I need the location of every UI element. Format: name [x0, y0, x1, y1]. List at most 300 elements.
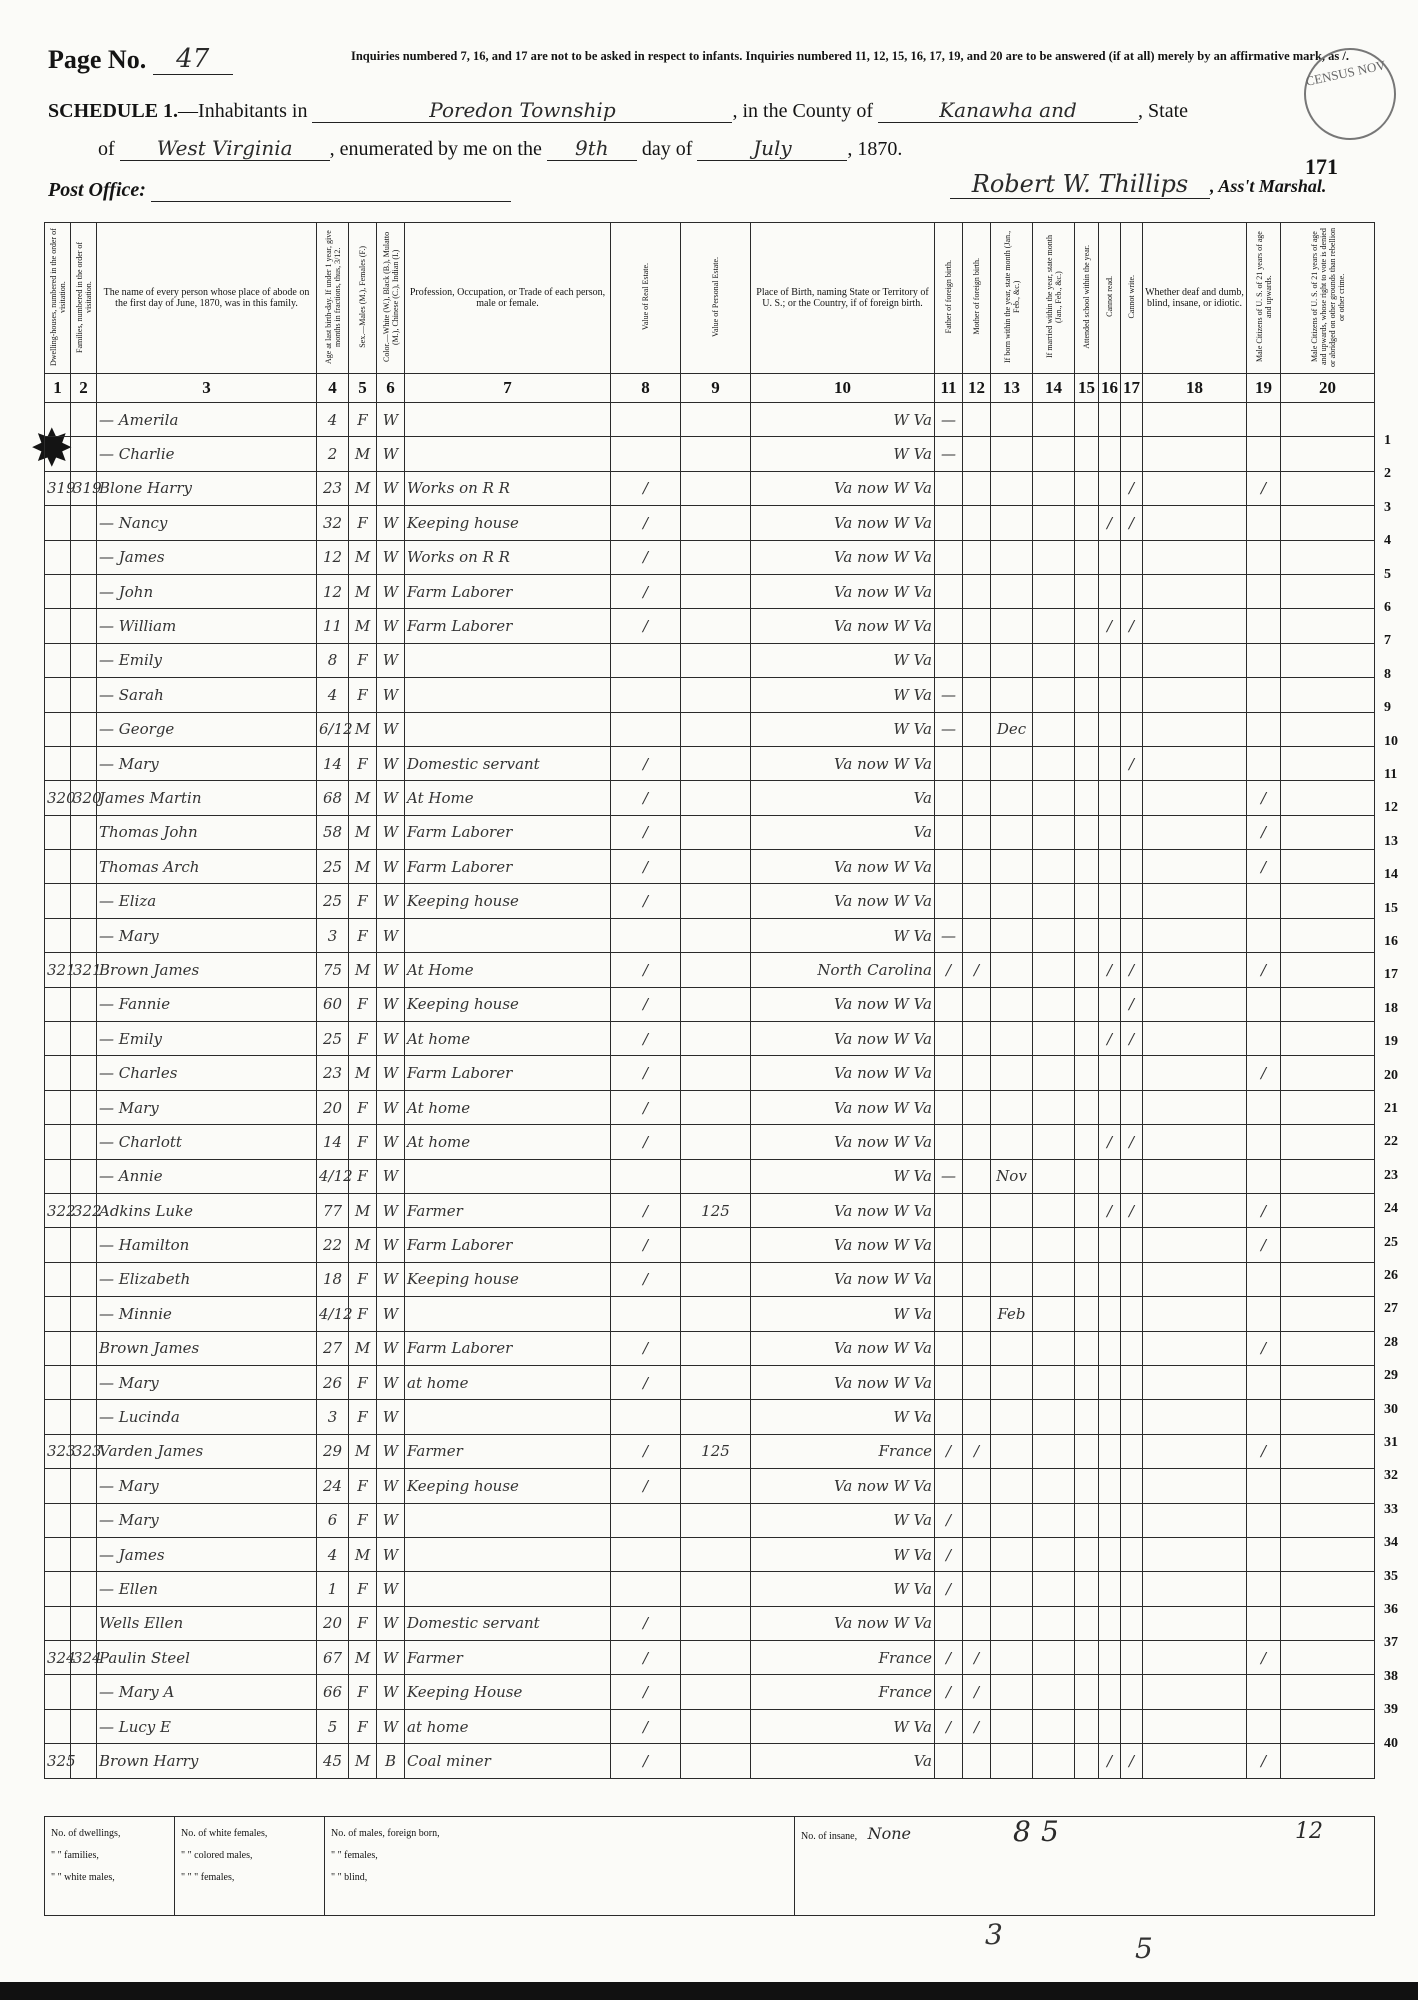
cell-attended-school [1075, 781, 1099, 815]
cell-person-name: Thomas Arch [97, 850, 317, 884]
cell-married-within-year [1033, 712, 1075, 746]
cell-age: 22 [317, 1228, 349, 1262]
cell-born-within-year [991, 643, 1033, 677]
cell-married-within-year [1033, 746, 1075, 780]
cell-attended-school [1075, 1469, 1099, 1503]
cell-personal-estate [681, 1331, 751, 1365]
cell-vote-denied [1281, 1056, 1375, 1090]
cell-deaf-blind [1143, 1572, 1247, 1606]
row-number: 5 [1384, 566, 1391, 582]
cell-occupation: Keeping House [405, 1675, 611, 1709]
row-number: 6 [1384, 600, 1391, 615]
cell-male-citizen: / [1247, 1641, 1281, 1675]
cell-person-name: — Mary [97, 1365, 317, 1399]
cell-deaf-blind [1143, 609, 1247, 643]
cell-personal-estate [681, 643, 751, 677]
cell-cannot-write: / [1121, 1022, 1143, 1056]
cell-mother-foreign [963, 643, 991, 677]
cell-person-name: — Eliza [97, 884, 317, 918]
cell-sex: F [349, 1159, 377, 1193]
cell-person-name: — Charles [97, 1056, 317, 1090]
cell-cannot-read [1099, 1641, 1121, 1675]
cell-personal-estate [681, 884, 751, 918]
cell-personal-estate [681, 1641, 751, 1675]
cell-occupation [405, 1159, 611, 1193]
table-row [45, 987, 1375, 1021]
cell-cannot-write [1121, 1159, 1143, 1193]
table-row [45, 437, 1375, 471]
cell-attended-school [1075, 1125, 1099, 1159]
cell-sex: M [349, 471, 377, 505]
cell-occupation: Farmer [405, 1193, 611, 1227]
cell-sex: F [349, 1262, 377, 1296]
cell-real-estate: / [611, 471, 681, 505]
cell-color: W [377, 1400, 405, 1434]
cell-age: 26 [317, 1365, 349, 1399]
cell-mother-foreign [963, 1228, 991, 1262]
row-number: 20 [1384, 1067, 1398, 1083]
cell-family-number [71, 1056, 97, 1090]
cell-father-foreign [935, 987, 963, 1021]
cell-male-citizen: / [1247, 850, 1281, 884]
cell-person-name: Brown James [97, 953, 317, 987]
cell-occupation: Farm Laborer [405, 850, 611, 884]
cell-attended-school [1075, 884, 1099, 918]
cell-person-name: Wells Ellen [97, 1606, 317, 1640]
cell-born-within-year [991, 746, 1033, 780]
cell-personal-estate [681, 746, 751, 780]
cell-sex: F [349, 884, 377, 918]
cell-sex: M [349, 1193, 377, 1227]
cell-real-estate: / [611, 953, 681, 987]
cell-attended-school [1075, 437, 1099, 471]
cell-father-foreign [935, 540, 963, 574]
cell-occupation: Farmer [405, 1434, 611, 1468]
cell-vote-denied [1281, 1606, 1375, 1640]
cell-birthplace: W Va [751, 1297, 935, 1331]
cell-attended-school [1075, 1331, 1099, 1365]
row-number: 37 [1384, 1635, 1398, 1651]
cell-married-within-year [1033, 609, 1075, 643]
cell-father-foreign [935, 1125, 963, 1159]
table-row [45, 1400, 1375, 1434]
cell-person-name: — James [97, 540, 317, 574]
cell-family-number [71, 918, 97, 952]
column-number: 20 [1281, 374, 1375, 403]
col-vote-denied-header: Male Citizens of U. S. of 21 years of age and upwards, whose right to vote is denied or abridged on other grounds than rebellion or other crime. [1281, 223, 1375, 374]
cell-attended-school [1075, 1297, 1099, 1331]
cell-color: W [377, 1709, 405, 1743]
cell-male-citizen [1247, 1159, 1281, 1193]
cell-male-citizen: / [1247, 781, 1281, 815]
cell-cannot-write [1121, 1228, 1143, 1262]
cell-married-within-year [1033, 1193, 1075, 1227]
of-label: of [98, 138, 115, 160]
cell-born-within-year [991, 1262, 1033, 1296]
cell-married-within-year [1033, 987, 1075, 1021]
cell-real-estate: / [611, 540, 681, 574]
cell-sex: M [349, 1744, 377, 1778]
cell-age: 77 [317, 1193, 349, 1227]
table-row [45, 574, 1375, 608]
cell-male-citizen: / [1247, 953, 1281, 987]
table-row [45, 884, 1375, 918]
cell-deaf-blind [1143, 471, 1247, 505]
cell-dwelling-number: 323 [45, 1434, 71, 1468]
cell-father-foreign: / [935, 1434, 963, 1468]
cell-male-citizen [1247, 1297, 1281, 1331]
cell-occupation: At home [405, 1090, 611, 1124]
cell-attended-school [1075, 1503, 1099, 1537]
cell-dwelling-number [45, 884, 71, 918]
cell-real-estate: / [611, 815, 681, 849]
cell-male-citizen [1247, 643, 1281, 677]
cell-personal-estate [681, 1159, 751, 1193]
cell-deaf-blind [1143, 1331, 1247, 1365]
cell-color: W [377, 1365, 405, 1399]
column-number: 9 [681, 374, 751, 403]
cell-dwelling-number: 325 [45, 1744, 71, 1778]
cell-family-number: 320 [71, 781, 97, 815]
table-row [45, 918, 1375, 952]
schedule-label: SCHEDULE 1. [48, 100, 179, 122]
post-office-line [48, 178, 511, 202]
cell-married-within-year [1033, 1434, 1075, 1468]
cell-male-citizen: / [1247, 1193, 1281, 1227]
cell-cannot-write [1121, 1503, 1143, 1537]
cell-attended-school [1075, 815, 1099, 849]
cell-mother-foreign [963, 1537, 991, 1571]
cell-male-citizen [1247, 506, 1281, 540]
cell-birthplace: W Va [751, 1400, 935, 1434]
cell-color: W [377, 1159, 405, 1193]
cell-person-name: — Mary A [97, 1675, 317, 1709]
cell-dwelling-number [45, 1675, 71, 1709]
cell-cannot-read: / [1099, 1744, 1121, 1778]
cell-married-within-year [1033, 1331, 1075, 1365]
cell-real-estate [611, 712, 681, 746]
cell-birthplace: Va now W Va [751, 746, 935, 780]
cell-cannot-read [1099, 643, 1121, 677]
cell-deaf-blind [1143, 918, 1247, 952]
table-row [45, 746, 1375, 780]
row-number: 26 [1384, 1268, 1398, 1283]
cell-family-number [71, 815, 97, 849]
cell-born-within-year [991, 1641, 1033, 1675]
cell-married-within-year [1033, 1365, 1075, 1399]
cell-dwelling-number [45, 1400, 71, 1434]
cell-dwelling-number [45, 506, 71, 540]
cell-deaf-blind [1143, 1297, 1247, 1331]
cell-dwelling-number [45, 1228, 71, 1262]
cell-married-within-year [1033, 1022, 1075, 1056]
cell-mother-foreign [963, 574, 991, 608]
cell-male-citizen [1247, 403, 1281, 437]
cell-cannot-write [1121, 540, 1143, 574]
cell-real-estate: / [611, 1022, 681, 1056]
cell-person-name: — Elizabeth [97, 1262, 317, 1296]
cell-birthplace: North Carolina [751, 953, 935, 987]
cell-vote-denied [1281, 1090, 1375, 1124]
cell-dwelling-number [45, 746, 71, 780]
summary-dwellings-families [45, 1817, 175, 1916]
cell-age: 6 [317, 1503, 349, 1537]
cell-dwelling-number [45, 540, 71, 574]
cell-occupation: at home [405, 1709, 611, 1743]
cell-cannot-read [1099, 918, 1121, 952]
cell-personal-estate [681, 1262, 751, 1296]
cell-attended-school [1075, 987, 1099, 1021]
col-deaf-blind-header: Whether deaf and dumb, blind, insane, or idiotic. [1143, 223, 1247, 374]
cell-color: W [377, 1675, 405, 1709]
cell-occupation: Keeping house [405, 987, 611, 1021]
cell-real-estate [611, 437, 681, 471]
cell-born-within-year [991, 953, 1033, 987]
cell-married-within-year [1033, 1641, 1075, 1675]
cell-birthplace: Va [751, 815, 935, 849]
cell-married-within-year [1033, 643, 1075, 677]
cell-deaf-blind [1143, 712, 1247, 746]
post-office-label: Post Office: [48, 179, 146, 201]
cell-born-within-year [991, 1056, 1033, 1090]
cell-father-foreign [935, 1297, 963, 1331]
cell-age: 68 [317, 781, 349, 815]
cell-deaf-blind [1143, 884, 1247, 918]
cell-cannot-read: / [1099, 953, 1121, 987]
cell-cannot-read [1099, 1331, 1121, 1365]
cell-sex: F [349, 1572, 377, 1606]
cell-color: W [377, 1606, 405, 1640]
cell-cannot-read [1099, 1159, 1121, 1193]
cell-attended-school [1075, 1606, 1099, 1640]
cell-born-within-year: Nov [991, 1159, 1033, 1193]
cell-color: W [377, 712, 405, 746]
cell-attended-school [1075, 678, 1099, 712]
table-row [45, 1641, 1375, 1675]
column-number: 12 [963, 374, 991, 403]
cell-vote-denied [1281, 1469, 1375, 1503]
cell-deaf-blind [1143, 1709, 1247, 1743]
cell-color: W [377, 953, 405, 987]
col-dwelling-header: Dwelling-houses, numbered in the order of visitation. [45, 223, 71, 374]
cell-vote-denied [1281, 850, 1375, 884]
summary-foreign-blind [325, 1817, 795, 1916]
page-number-line [48, 44, 233, 75]
cell-age: 5 [317, 1709, 349, 1743]
cell-real-estate: / [611, 1434, 681, 1468]
cell-dwelling-number [45, 850, 71, 884]
cell-color: W [377, 437, 405, 471]
cell-dwelling-number [45, 1572, 71, 1606]
scan-edge-bar [0, 1982, 1418, 2000]
cell-color: W [377, 609, 405, 643]
schedule-line [48, 98, 1188, 123]
cell-color: W [377, 574, 405, 608]
cell-cannot-write [1121, 1400, 1143, 1434]
cell-vote-denied [1281, 1400, 1375, 1434]
cell-vote-denied [1281, 1709, 1375, 1743]
table-row [45, 1572, 1375, 1606]
tally-mother-foreign: 5 [1041, 1815, 1059, 1848]
table-row [45, 1125, 1375, 1159]
cell-cannot-read [1099, 1606, 1121, 1640]
cell-male-citizen [1247, 1503, 1281, 1537]
cell-dwelling-number [45, 1537, 71, 1571]
cell-born-within-year [991, 506, 1033, 540]
cell-married-within-year [1033, 471, 1075, 505]
cell-birthplace: Va now W Va [751, 1262, 935, 1296]
cell-vote-denied [1281, 1572, 1375, 1606]
cell-male-citizen [1247, 540, 1281, 574]
cell-vote-denied [1281, 1125, 1375, 1159]
cell-family-number [71, 1469, 97, 1503]
cell-vote-denied [1281, 678, 1375, 712]
cell-sex: F [349, 1469, 377, 1503]
cell-dwelling-number [45, 1125, 71, 1159]
cell-father-foreign [935, 574, 963, 608]
summary-dwellings: No. of dwellings, [51, 1828, 121, 1839]
cell-cannot-read: / [1099, 1022, 1121, 1056]
cell-male-citizen [1247, 1606, 1281, 1640]
col-mother-foreign-header: Mother of foreign birth. [963, 223, 991, 374]
cell-personal-estate [681, 1125, 751, 1159]
cell-cannot-write: / [1121, 953, 1143, 987]
cell-dwelling-number: 322 [45, 1193, 71, 1227]
cell-personal-estate [681, 1537, 751, 1571]
cell-dwelling-number: 320 [45, 781, 71, 815]
cell-age: 20 [317, 1090, 349, 1124]
cell-family-number [71, 1365, 97, 1399]
cell-cannot-write: / [1121, 506, 1143, 540]
cell-color: B [377, 1744, 405, 1778]
cell-age: 11 [317, 609, 349, 643]
cell-cannot-write [1121, 1056, 1143, 1090]
cell-personal-estate [681, 712, 751, 746]
cell-father-foreign [935, 850, 963, 884]
summary-colored-males: " " colored males, [181, 1850, 253, 1861]
column-number: 18 [1143, 374, 1247, 403]
cell-male-citizen [1247, 678, 1281, 712]
cell-sex: F [349, 1503, 377, 1537]
cell-birthplace: Va now W Va [751, 471, 935, 505]
table-row [45, 1159, 1375, 1193]
cell-age: 24 [317, 1469, 349, 1503]
cell-age: 3 [317, 918, 349, 952]
cell-occupation: Farm Laborer [405, 1331, 611, 1365]
cell-family-number [71, 1297, 97, 1331]
cell-born-within-year [991, 1193, 1033, 1227]
cell-married-within-year [1033, 884, 1075, 918]
cell-age: 23 [317, 471, 349, 505]
table-row [45, 1262, 1375, 1296]
cell-person-name: — John [97, 574, 317, 608]
cell-cannot-read [1099, 746, 1121, 780]
cell-real-estate: / [611, 1056, 681, 1090]
cell-mother-foreign [963, 1193, 991, 1227]
cell-attended-school [1075, 643, 1099, 677]
cell-attended-school [1075, 1434, 1099, 1468]
cell-cannot-read [1099, 1262, 1121, 1296]
table-row [45, 1744, 1375, 1778]
cell-color: W [377, 850, 405, 884]
cell-occupation: Works on R R [405, 540, 611, 574]
cell-attended-school [1075, 471, 1099, 505]
cell-male-citizen [1247, 1262, 1281, 1296]
cell-personal-estate [681, 987, 751, 1021]
summary-white-males: " " white males, [51, 1872, 115, 1883]
cell-married-within-year [1033, 540, 1075, 574]
cell-color: W [377, 1056, 405, 1090]
column-number: 13 [991, 374, 1033, 403]
cell-cannot-read [1099, 574, 1121, 608]
cell-personal-estate [681, 540, 751, 574]
cell-age: 14 [317, 1125, 349, 1159]
cell-attended-school [1075, 574, 1099, 608]
marshal-signature-line [950, 170, 1326, 199]
cell-person-name: — Amerila [97, 403, 317, 437]
cell-attended-school [1075, 850, 1099, 884]
cell-real-estate: / [611, 1709, 681, 1743]
row-number: 14 [1384, 867, 1398, 883]
cell-birthplace: France [751, 1434, 935, 1468]
cell-occupation: Domestic servant [405, 1606, 611, 1640]
cell-deaf-blind [1143, 850, 1247, 884]
cell-occupation: Farm Laborer [405, 609, 611, 643]
cell-family-number: 323 [71, 1434, 97, 1468]
cell-dwelling-number [45, 609, 71, 643]
col-father-foreign-header: Father of foreign birth. [935, 223, 963, 374]
cell-male-citizen [1247, 574, 1281, 608]
cell-cannot-read: / [1099, 1125, 1121, 1159]
cell-mother-foreign [963, 1022, 991, 1056]
cell-real-estate [611, 403, 681, 437]
cell-vote-denied [1281, 1228, 1375, 1262]
col-married-within-year-header: If married within the year, state month (Jan., Feb., &c.) [1033, 223, 1075, 374]
cell-sex: M [349, 1537, 377, 1571]
cell-born-within-year [991, 1503, 1033, 1537]
cell-father-foreign [935, 1469, 963, 1503]
cell-family-number [71, 987, 97, 1021]
cell-family-number [71, 1606, 97, 1640]
cell-father-foreign [935, 609, 963, 643]
cell-color: W [377, 1090, 405, 1124]
county-label: , in the County of [732, 100, 874, 122]
cell-father-foreign: / [935, 1641, 963, 1675]
cell-male-citizen [1247, 918, 1281, 952]
cell-married-within-year [1033, 506, 1075, 540]
cell-birthplace: Va now W Va [751, 1022, 935, 1056]
cell-cannot-read [1099, 678, 1121, 712]
cell-mother-foreign [963, 1090, 991, 1124]
cell-real-estate: / [611, 1262, 681, 1296]
cell-sex: F [349, 987, 377, 1021]
cell-father-foreign: — [935, 678, 963, 712]
cell-cannot-read [1099, 471, 1121, 505]
cell-real-estate: / [611, 506, 681, 540]
cell-person-name: James Martin [97, 781, 317, 815]
cell-dwelling-number [45, 1469, 71, 1503]
cell-cannot-write: / [1121, 746, 1143, 780]
cell-deaf-blind [1143, 403, 1247, 437]
cell-attended-school [1075, 1365, 1099, 1399]
cell-color: W [377, 1262, 405, 1296]
cell-deaf-blind [1143, 1090, 1247, 1124]
cell-real-estate: / [611, 1090, 681, 1124]
cell-color: W [377, 1331, 405, 1365]
cell-male-citizen [1247, 1125, 1281, 1159]
cell-deaf-blind [1143, 1193, 1247, 1227]
col-attended-school-header: Attended school within the year. [1075, 223, 1099, 374]
